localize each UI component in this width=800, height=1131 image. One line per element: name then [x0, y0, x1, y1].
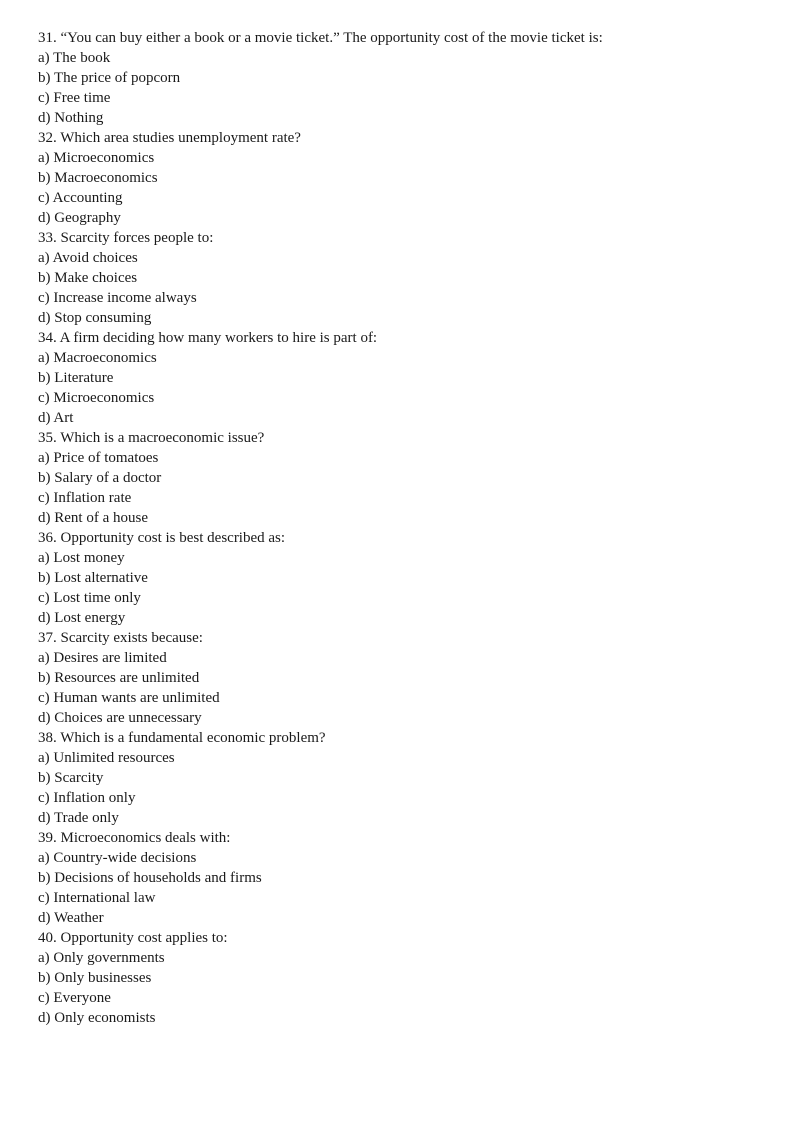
- option-d: d) Stop consuming: [38, 310, 152, 326]
- question-stem: 31. “You can buy either a book or a movie ticket.” The opportunity cost of the movie ticket is:: [38, 30, 603, 46]
- question-34: [38, 328, 778, 428]
- option-a: a) Desires are limited: [38, 650, 167, 666]
- option-d: d) Nothing: [38, 110, 104, 126]
- question-stem: 36. Opportunity cost is best described as:: [38, 530, 286, 546]
- question-38: [38, 728, 778, 828]
- option-b: b) The price of popcorn: [38, 70, 181, 86]
- option-c: c) Lost time only: [38, 590, 141, 606]
- question-stem: 32. Which area studies unemployment rate?: [38, 130, 301, 146]
- option-c: c) Accounting: [38, 190, 123, 206]
- option-d: d) Rent of a house: [38, 510, 148, 526]
- option-a: a) The book: [38, 50, 111, 66]
- option-b: b) Resources are unlimited: [38, 670, 200, 686]
- question-37: [38, 628, 778, 728]
- option-c: c) Free time: [38, 90, 111, 106]
- option-d: d) Only economists: [38, 1010, 156, 1026]
- option-c: c) Inflation only: [38, 790, 136, 806]
- option-b: b) Salary of a doctor: [38, 470, 162, 486]
- question-40: [38, 928, 778, 1028]
- question-stem: 35. Which is a macroeconomic issue?: [38, 430, 265, 446]
- option-c: c) Microeconomics: [38, 390, 155, 406]
- question-33: [38, 228, 778, 328]
- question-35: [38, 428, 778, 528]
- question-39: [38, 828, 778, 928]
- option-d: d) Geography: [38, 210, 121, 226]
- option-b: b) Macroeconomics: [38, 170, 158, 186]
- option-a: a) Unlimited resources: [38, 750, 175, 766]
- option-d: d) Choices are unnecessary: [38, 710, 202, 726]
- option-a: a) Lost money: [38, 550, 125, 566]
- option-d: d) Lost energy: [38, 610, 126, 626]
- option-a: a) Price of tomatoes: [38, 450, 159, 466]
- question-stem: 38. Which is a fundamental economic problem?: [38, 730, 326, 746]
- option-a: a) Macroeconomics: [38, 350, 157, 366]
- option-b: b) Decisions of households and firms: [38, 870, 262, 886]
- option-b: b) Literature: [38, 370, 114, 386]
- option-b: b) Only businesses: [38, 970, 152, 986]
- option-a: a) Microeconomics: [38, 150, 155, 166]
- question-31: [38, 28, 778, 128]
- option-c: c) Human wants are unlimited: [38, 690, 220, 706]
- option-a: a) Country-wide decisions: [38, 850, 197, 866]
- option-a: a) Only governments: [38, 950, 165, 966]
- option-c: c) Inflation rate: [38, 490, 132, 506]
- question-stem: 40. Opportunity cost applies to:: [38, 930, 228, 946]
- option-d: d) Art: [38, 410, 74, 426]
- document-page: [38, 28, 778, 1028]
- option-c: c) International law: [38, 890, 156, 906]
- question-stem: 34. A firm deciding how many workers to hire is part of:: [38, 330, 378, 346]
- option-c: c) Everyone: [38, 990, 111, 1006]
- option-c: c) Increase income always: [38, 290, 197, 306]
- question-stem: 39. Microeconomics deals with:: [38, 830, 231, 846]
- option-b: b) Make choices: [38, 270, 138, 286]
- question-stem: 37. Scarcity exists because:: [38, 630, 203, 646]
- question-stem: 33. Scarcity forces people to:: [38, 230, 214, 246]
- question-36: [38, 528, 778, 628]
- question-32: [38, 128, 778, 228]
- option-b: b) Lost alternative: [38, 570, 148, 586]
- option-d: d) Trade only: [38, 810, 119, 826]
- option-d: d) Weather: [38, 910, 104, 926]
- option-b: b) Scarcity: [38, 770, 104, 786]
- option-a: a) Avoid choices: [38, 250, 138, 266]
